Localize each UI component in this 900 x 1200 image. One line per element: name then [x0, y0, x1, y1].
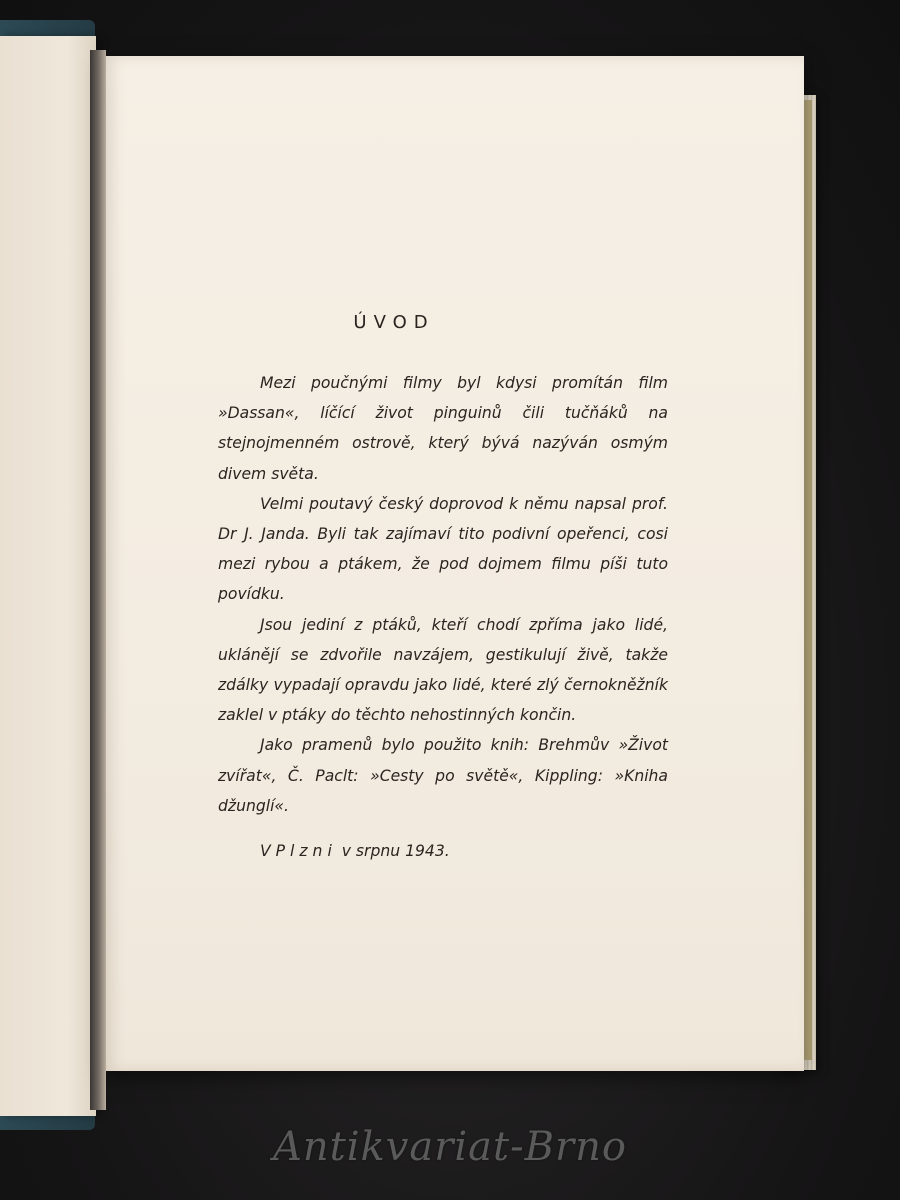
- left-page: [0, 36, 96, 1116]
- closing-prefix: V: [260, 842, 271, 860]
- closing-place: Plzni: [275, 842, 337, 860]
- introduction-text: [218, 368, 668, 821]
- right-page: [104, 56, 804, 1071]
- paragraph-1: Mezi poučnými filmy byl kdysi promítán film »Dassan«, líčící život pinguinů čili tučňáků na stejnojmenném ostrově, který bývá nazýván osmým divem světa.: [218, 374, 668, 483]
- paragraph-2: Velmi poutavý český doprovod k němu napsal prof. Dr J. Janda. Byli tak zajímaví tito podivní opeřenci, cosi mezi rybou a ptákem, že pod dojmem filmu píši tuto povídku.: [218, 494, 668, 604]
- watermark-text: Antikvariat-Brno: [273, 1124, 627, 1170]
- book-gutter: [90, 50, 106, 1110]
- paragraph-4: Jako pramenů bylo použito knih: Brehmův »Život zvířat«, Č. Paclt: »Cesty po světě«, Kippling: »Kniha džunglí«.: [218, 736, 668, 815]
- closing-date: v srpnu 1943.: [341, 842, 450, 860]
- paragraph-3: Jsou jediní z ptáků, kteří chodí zpříma jako lidé, uklánějí se zdvořile navzájem, gestikulují živě, takže zdálky vypadají opravdu jako lidé, které zlý černokněžník zaklel v ptáky do těchto nehostinných končin.: [218, 615, 668, 725]
- page-heading: ÚVOD: [353, 312, 435, 333]
- place-date-line: [260, 842, 560, 860]
